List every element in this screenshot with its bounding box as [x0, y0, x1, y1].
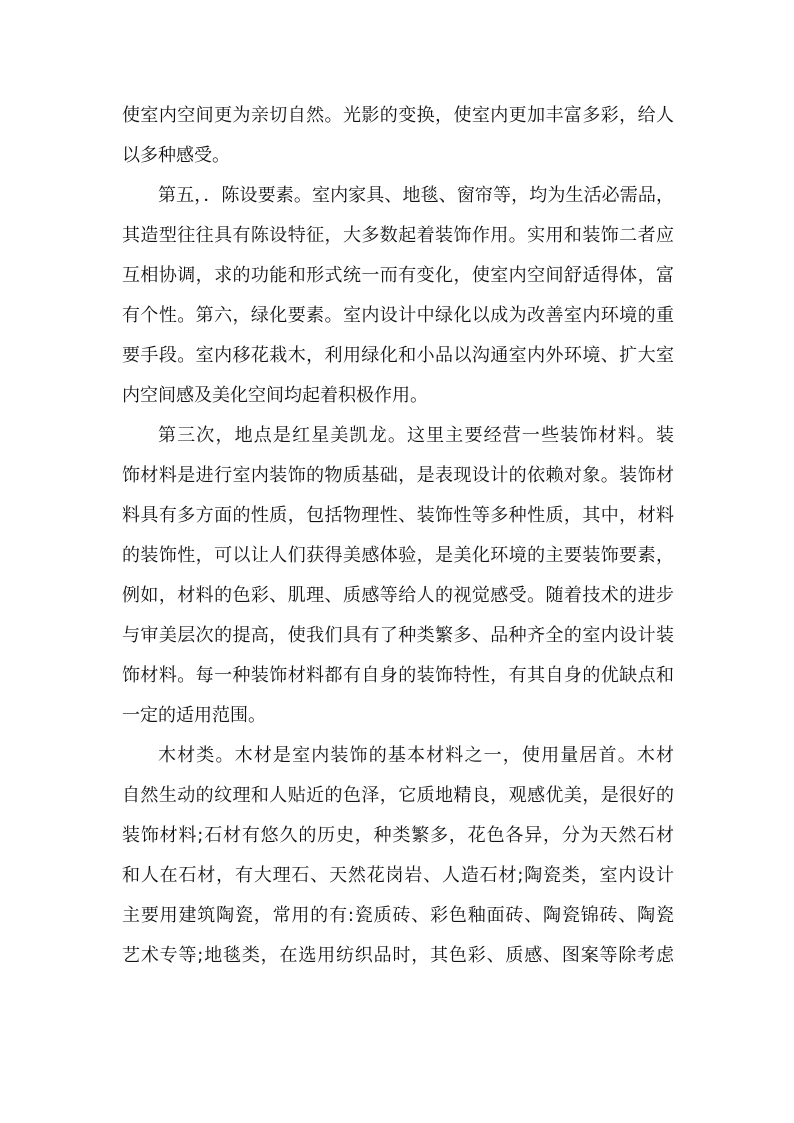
text-line: 艺术专等;地毯类，在选用纺织品时，其色彩、质感、图案等除考虑	[122, 945, 674, 966]
text-line: 有个性。第六，绿化要素。室内设计中绿化以成为改善室内环境的重	[122, 305, 674, 326]
text-line: 饰材料是进行室内装饰的物质基础，是表现设计的依赖对象。装饰材	[122, 465, 674, 486]
text-line: 一定的适用范围。	[122, 705, 266, 726]
paragraph-start-line: 木材类。木材是室内装饰的基本材料之一，使用量居首。木材	[158, 745, 674, 766]
paragraph-start-line: 第五，．陈设要素。室内家具、地毯、窗帘等，均为生活必需品，	[158, 185, 674, 206]
text-line: 自然生动的纹理和人贴近的色泽，它质地精良，观感优美，是很好的	[122, 785, 674, 806]
text-line: 与审美层次的提高，使我们具有了种类繁多、品种齐全的室内设计装	[122, 625, 674, 646]
text-line: 以多种感受。	[122, 145, 230, 166]
text-line: 的装饰性，可以让人们获得美感体验，是美化环境的主要装饰要素，	[122, 545, 674, 566]
text-line: 内空间感及美化空间均起着积极作用。	[122, 385, 428, 406]
text-line: 料具有多方面的性质，包括物理性、装饰性等多种性质，其中，材料	[122, 505, 674, 526]
text-line: 装饰材料;石材有悠久的历史，种类繁多，花色各异，分为天然石材	[122, 825, 674, 846]
paragraph-start-line: 第三次，地点是红星美凯龙。这里主要经营一些装饰材料。装	[158, 425, 674, 446]
body-text	[122, 96, 674, 976]
text-line: 互相协调，求的功能和形式统一而有变化，使室内空间舒适得体，富	[122, 265, 674, 286]
text-line: 和人在石材，有大理石、天然花岗岩、人造石材;陶瓷类，室内设计	[122, 865, 674, 886]
text-line: 例如，材料的色彩、肌理、质感等给人的视觉感受。随着技术的进步	[122, 585, 674, 606]
text-line: 使室内空间更为亲切自然。光影的变换，使室内更加丰富多彩，给人	[122, 105, 674, 126]
text-line: 要手段。室内移花栽木，利用绿化和小品以沟通室内外环境、扩大室	[122, 345, 674, 366]
text-line: 饰材料。每一种装饰材料都有自身的装饰特性，有其自身的优缺点和	[122, 665, 674, 686]
text-line: 其造型往往具有陈设特征，大多数起着装饰作用。实用和装饰二者应	[122, 225, 674, 246]
text-line: 主要用建筑陶瓷，常用的有:瓷质砖、彩色釉面砖、陶瓷锦砖、陶瓷	[122, 905, 674, 926]
